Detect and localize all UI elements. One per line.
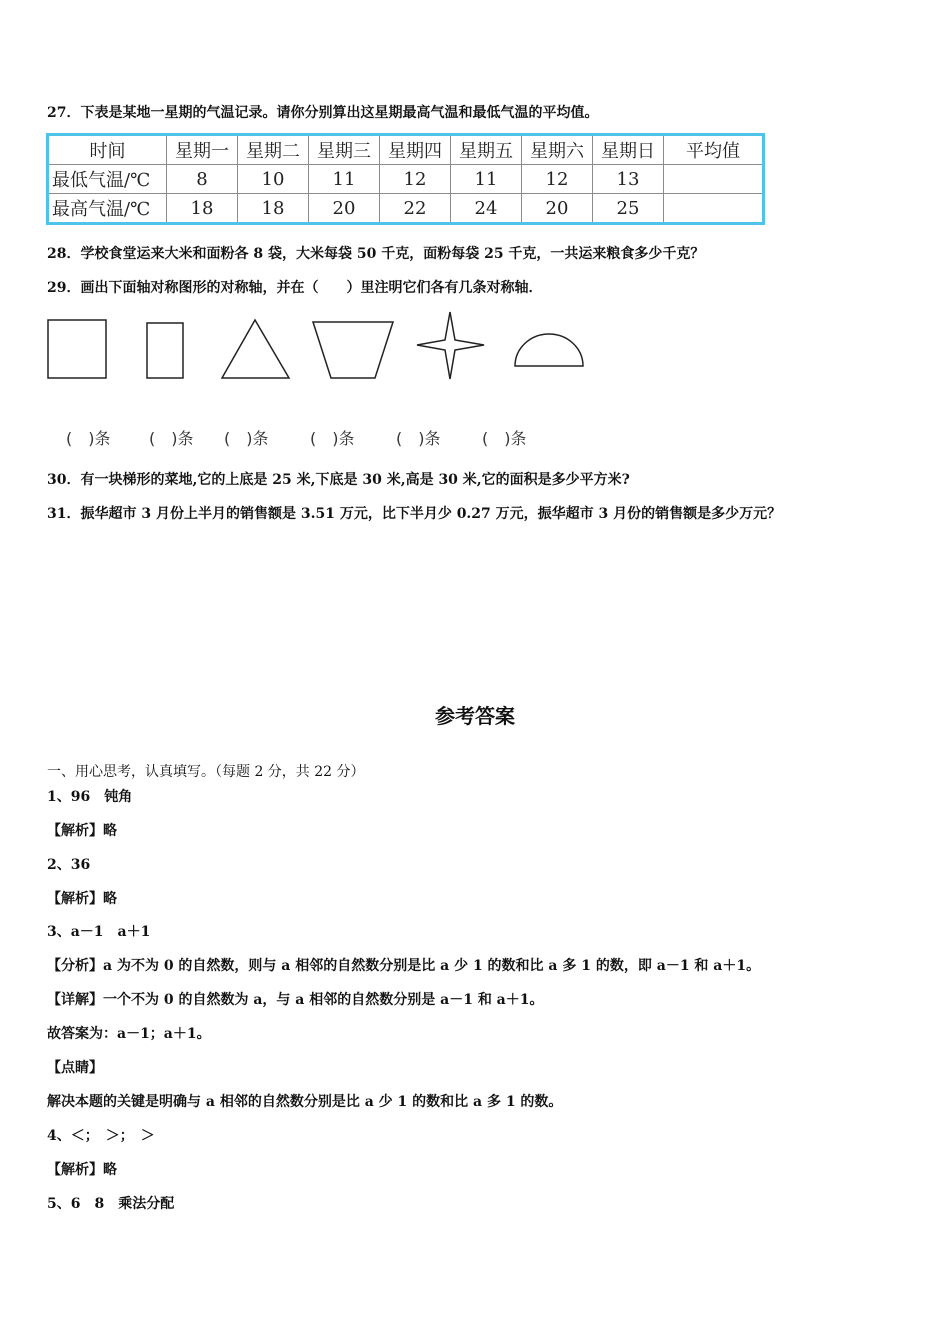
table-header-cell: 星期五 <box>451 135 522 165</box>
question-30: 30．有一块梯形的菜地,它的上底是 25 米,下底是 30 米,高是 30 米,它的面积是多少平方米? <box>47 472 630 488</box>
rectangle-shape <box>147 323 183 378</box>
table-cell: 10 <box>238 165 309 194</box>
table-header-cell: 星期一 <box>167 135 238 165</box>
table-cell: 20 <box>522 194 593 224</box>
square-shape <box>48 320 106 378</box>
answer-line: 【分析】a 为不为 0 的自然数，则与 a 相邻的自然数分别是比 a 少 1 的数和比 a 多 1 的数，即 a－1 和 a＋1。 <box>47 958 761 974</box>
table-header-cell: 时间 <box>48 135 167 165</box>
row-label: 最高气温/℃ <box>48 194 167 224</box>
table-header-cell: 星期三 <box>309 135 380 165</box>
table-header-cell: 星期六 <box>522 135 593 165</box>
table-cell: 18 <box>167 194 238 224</box>
answer-line: 【点睛】 <box>47 1060 103 1076</box>
triangle-shape <box>222 320 289 378</box>
table-cell: 25 <box>593 194 664 224</box>
count-blank: ( )条 <box>482 429 527 448</box>
table-cell: 12 <box>380 165 451 194</box>
table-header-row <box>48 135 764 165</box>
table-cell: 20 <box>309 194 380 224</box>
answer-line: 1、96 钝角 <box>47 789 133 805</box>
table-cell: 8 <box>167 165 238 194</box>
answer-line: 故答案为：a－1；a＋1。 <box>47 1026 211 1042</box>
count-blank: ( )条 <box>396 429 441 448</box>
temperature-table <box>46 133 765 225</box>
answer-line: 【详解】一个不为 0 的自然数为 a，与 a 相邻的自然数分别是 a－1 和 a＋1。 <box>47 992 544 1008</box>
answer-line: 2、36 <box>47 857 91 873</box>
trapezoid-shape <box>313 322 393 378</box>
question-28: 28．学校食堂运来大米和面粉各 8 袋，大米每袋 50 千克，面粉每袋 25 千克，一共运来粮食多少千克？ <box>47 246 705 262</box>
axis-count-blanks <box>66 426 527 449</box>
symmetric-shapes <box>0 305 950 395</box>
answer-section-heading: 一、用心思考，认真填写。（每题 2 分，共 22 分） <box>47 764 365 780</box>
answer-line: 解决本题的关键是明确与 a 相邻的自然数分别是比 a 少 1 的数和比 a 多 1 的数。 <box>47 1094 563 1110</box>
four-point-star-shape <box>417 312 484 379</box>
table-row <box>48 165 764 194</box>
table-header-cell: 星期二 <box>238 135 309 165</box>
question-27: 27．下表是某地一星期的气温记录。请你分别算出这星期最高气温和最低气温的平均值。 <box>47 105 599 121</box>
answer-line: 【解析】略 <box>47 891 117 907</box>
count-blank: ( )条 <box>224 429 269 448</box>
question-31: 31．振华超市 3 月份上半月的销售额是 3.51 万元，比下半月少 0.27 万元，振华超市 3 月份的销售额是多少万元？ <box>47 506 782 522</box>
answers-title: 参考答案 <box>435 704 515 728</box>
table-cell-average <box>664 194 764 224</box>
count-blank: ( )条 <box>66 429 111 448</box>
answer-line: 5、6 8 乘法分配 <box>47 1196 175 1212</box>
answer-line: 4、＜； ＞； ＞ <box>47 1128 155 1144</box>
table-cell: 11 <box>451 165 522 194</box>
table-cell-average <box>664 165 764 194</box>
question-29: 29．画出下面轴对称图形的对称轴，并在（ ）里注明它们各有几条对称轴． <box>47 280 543 296</box>
table-header-cell: 星期四 <box>380 135 451 165</box>
table-cell: 24 <box>451 194 522 224</box>
table-cell: 13 <box>593 165 664 194</box>
table-row <box>48 194 764 224</box>
table-cell: 18 <box>238 194 309 224</box>
count-blank: ( )条 <box>310 429 355 448</box>
table-header-cell: 平均值 <box>664 135 764 165</box>
count-blank: ( )条 <box>149 429 194 448</box>
table-cell: 22 <box>380 194 451 224</box>
semicircle-shape <box>515 334 583 366</box>
answer-line: 【解析】略 <box>47 1162 117 1178</box>
answer-line: 【解析】略 <box>47 823 117 839</box>
table-header-cell: 星期日 <box>593 135 664 165</box>
table-cell: 12 <box>522 165 593 194</box>
answer-line: 3、a－1 a＋1 <box>47 924 151 940</box>
table-cell: 11 <box>309 165 380 194</box>
row-label: 最低气温/℃ <box>48 165 167 194</box>
